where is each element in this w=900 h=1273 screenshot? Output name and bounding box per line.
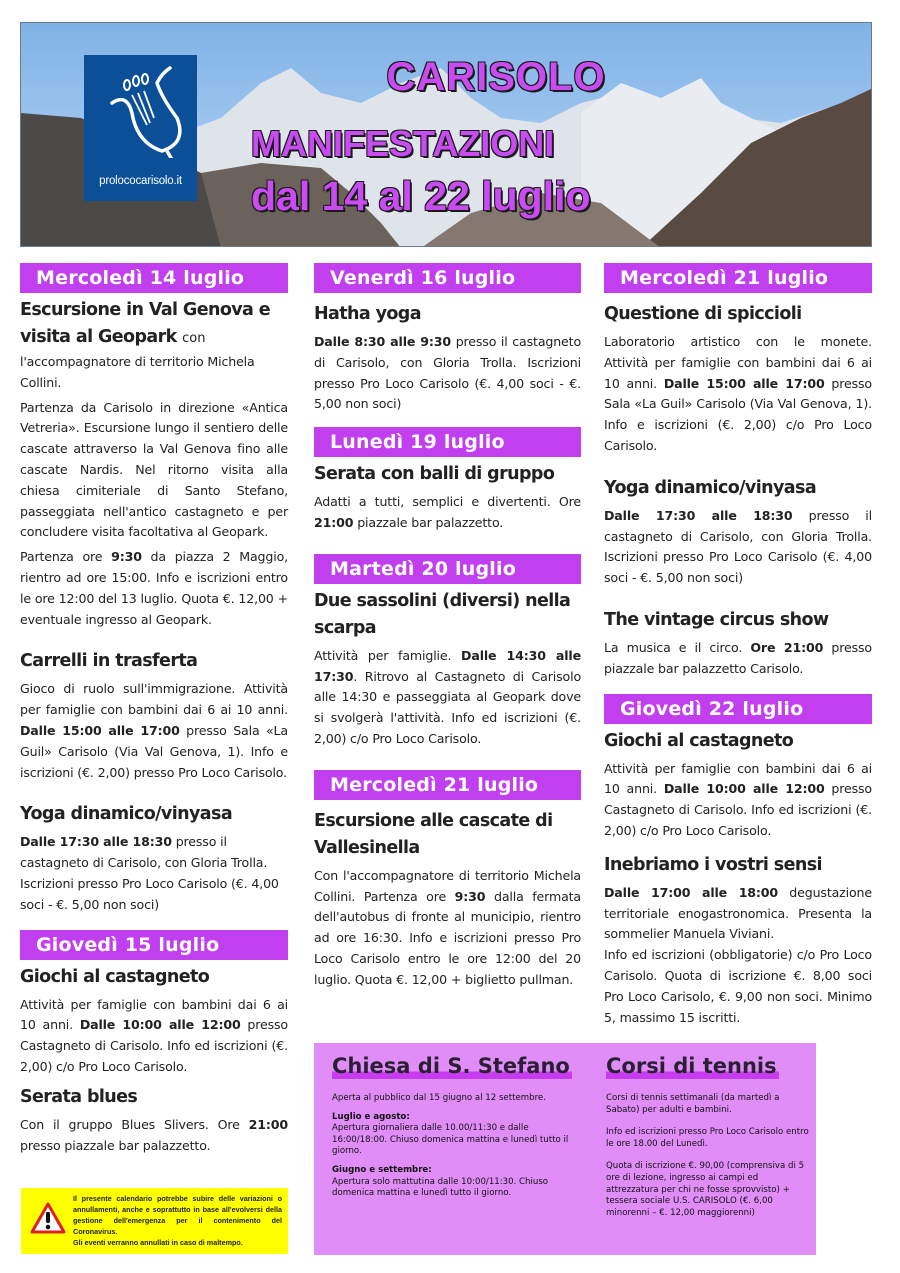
event-description: Gioco di ruolo sull'immigrazione. Attività per famiglie con bambini dai 6 ai 10 anni. Dalle 15:00 alle 17:00 presso Sala «La Guil» Carisolo (Via Val Genova, 1). Info e iscrizioni (€. 2,00) presso Pro Loco Carisolo. [20, 681, 288, 780]
event-title: Giochi al castagneto [604, 730, 794, 751]
event-description: Laboratorio artistico con le monete. Attività per famiglie con bambini dai 6 ai 10 anni. Dalle 15:00 alle 17:00 presso Sala «La Guil» Carisolo (Via Val Genova, 1). Info e iscrizioni (€. 2,00) c/o Pro Loco Carisolo. [604, 334, 872, 453]
event-title: Escursione in Val Genova e visita al Geopark con [20, 300, 271, 347]
day-header: Martedì 20 luglio [314, 554, 581, 584]
event-title: Carrelli in trasferta [20, 651, 198, 672]
event-description: Dalle 8:30 alle 9:30 presso il castagneto di Carisolo, con Gloria Trolla. Iscrizioni presso Pro Loco Carisolo (€. 4,00 soci - €. 5,00 non soci) [314, 334, 581, 412]
event-description: Info ed iscrizioni (obbligatorie) c/o Pro Loco Carisolo. Quota di iscrizione €. 8,00 soci Pro Loco Carisolo, €. 9,00 non soci. Minimo 5, massimo 15 iscritti. [604, 947, 872, 1025]
column-1 [20, 263, 288, 1156]
event-title: Questione di spiccioli [604, 304, 802, 324]
day-header: Mercoledì 21 luglio [314, 770, 581, 800]
church-section-heading: Giugno e settembre: [332, 1164, 432, 1175]
info-box [314, 1043, 816, 1255]
day-header: Mercoledì 21 luglio [604, 263, 872, 293]
warning-text: Il presente calendario potrebbe subire delle variazioni o annullamenti, anche e soprattutto in base all'evolversi della gestione dell'emergenza per il contenimento del Coronavirus. [73, 1194, 282, 1236]
event-title: Yoga dinamico/vinyasa [604, 477, 817, 498]
column-3 [604, 263, 872, 1028]
event-description: Attività per famiglie con bambini dai 6 ai 10 anni. Dalle 10:00 alle 12:00 presso Castagneto di Carisolo. Info ed iscrizioni (€. 2,00) c/o Pro Loco Carisolo. [20, 996, 288, 1074]
church-section-text: Apertura giornaliera dalle 10.00/11:30 e dalle 16:00/18:00. Chiuso domenica mattina e lunedì tutto il giorno. [332, 1123, 569, 1157]
event-title: Escursione alle cascate di Vallesinella [314, 810, 553, 858]
event-description: Dalle 17:00 alle 18:00 degustazione territoriale enogastronomica. Presenta la sommelier Manuela Viviani. [604, 884, 872, 942]
church-info [332, 1053, 584, 1207]
event-description: Con il gruppo Blues Slivers. Ore 21:00 presso piazzale bar palazzetto. [20, 1116, 288, 1153]
event-title: Hatha yoga [314, 304, 421, 324]
church-section-text: Apertura solo mattutina dalle 10:00/11:30. Chiuso domenica mattina e lunedì tutto il giorno. [332, 1176, 549, 1199]
title-town: CARISOLO [386, 55, 606, 99]
event-title: Due sassolini (diversi) nella scarpa [314, 590, 571, 638]
header-banner [20, 22, 872, 247]
event-title: The vintage circus show [604, 609, 829, 630]
event-description: Partenza ore 9:30 da piazza 2 Maggio, rientro ad ore 15:00. Info e iscrizioni entro le ore 12:00 del 13 luglio. Quota €. 12,00 + eventuale ingresso al Geopark. [20, 549, 288, 627]
event-title: Giochi al castagneto [20, 966, 210, 987]
column-2 [314, 263, 581, 991]
church-title: Chiesa di S. Stefano [332, 1054, 570, 1078]
title-manifestazioni: MANIFESTAZIONI [251, 123, 555, 164]
title-dates: dal 14 al 22 luglio [251, 173, 591, 219]
day-header: Giovedì 22 luglio [604, 694, 872, 724]
event-subtitle: l'accompagnatore di territorio Michela Collini. [20, 354, 255, 390]
church-section-heading: Luglio e agosto: [332, 1111, 410, 1122]
event-title: Serata con balli di gruppo [314, 464, 555, 485]
logo-url: prolococarisolo.it [99, 175, 182, 187]
event-description: Dalle 17:30 alle 18:30 presso il castagneto di Carisolo, con Gloria Trolla. Iscrizioni presso Pro Loco Carisolo (€. 4,00 soci - €. 5,00 non soci) [604, 507, 872, 586]
warning-weather-text: Gli eventi verranno annullati in caso di maltempo. [73, 1238, 243, 1247]
tennis-info [606, 1053, 810, 1226]
day-header: Giovedì 15 luglio [20, 930, 288, 960]
warning-triangle-icon [30, 1202, 66, 1234]
tennis-text: Corsi di tennis settimanali (da martedì a Sabato) per adulti e bambini. [606, 1093, 780, 1115]
event-description: Attività per famiglie. Dalle 14:30 alle 17:30. Ritrovo al Castagneto di Carisolo alle 14:30 e passeggiata al Geopark dove si svolgerà l'attività. Info ed iscrizioni (€. 2,00) c/o Pro Loco Carisolo. [314, 647, 581, 746]
event-description: Dalle 17:30 alle 18:30 presso il castagneto di Carisolo, con Gloria Trolla. Iscrizioni presso Pro Loco Carisolo (€. 4,00 soci - €. 5,00 non soci) [20, 834, 279, 912]
tennis-text: Info ed iscrizioni presso Pro Loco Carisolo entro le ore 18.00 del Lunedì. [606, 1127, 809, 1149]
covid-warning-notice [21, 1188, 288, 1254]
day-header: Venerdì 16 luglio [314, 263, 581, 293]
church-intro: Aperta al pubblico dal 15 giugno al 12 settembre. [332, 1093, 546, 1103]
tennis-text: Quota di iscrizione €. 90,00 (comprensiva di 5 ore di lezione, ingresso ai campi ed attrezzatura per chi ne fosse sprovvisto) + tessera sociale U.S. CARISOLO (€. 6,00 minorenni – €. 12,00 maggiorenni) [606, 1161, 805, 1218]
day-header: Mercoledì 14 luglio [20, 263, 288, 293]
event-description: Attività per famiglie con bambini dai 6 ai 10 anni. Dalle 10:00 alle 12:00 presso Castagneto di Carisolo. Info ed iscrizioni (€. 2,00) c/o Pro Loco Carisolo. [604, 760, 872, 838]
event-description: Con l'accompagnatore di territorio Michela Collini. Partenza ore 9:30 dalla fermata dell'autobus di fronte al municipio, rientro ad ore 16:30. Info e iscrizioni presso Pro Loco Carisolo entro le ore 12:00 del 20 luglio. Quota €. 12,00 + biglietto pullman. [314, 867, 581, 987]
event-title: Serata blues [20, 1086, 138, 1107]
event-description: La musica e il circo. Ore 21:00 presso piazzale bar palazzetto Carisolo. [604, 639, 872, 676]
event-title: Inebriamo i vostri sensi [604, 854, 822, 875]
day-header: Lunedì 19 luglio [314, 427, 581, 457]
event-description: Partenza da Carisolo in direzione «Antica Vetreria». Escursione lungo il sentiero delle cascate attraverso la Val Genova fino alle cascate Nardis. Nel ritorno visita alla chiesa cimiteriale di Santo Stefano, passeggiata nell'antico castagneto e per concludere visita facoltativa al Geopark. [20, 399, 288, 540]
event-description: Adatti a tutti, semplici e divertenti. Ore 21:00 piazzale bar palazzetto. [314, 494, 581, 530]
event-title: Yoga dinamico/vinyasa [20, 804, 233, 825]
tennis-title: Corsi di tennis [606, 1054, 777, 1078]
